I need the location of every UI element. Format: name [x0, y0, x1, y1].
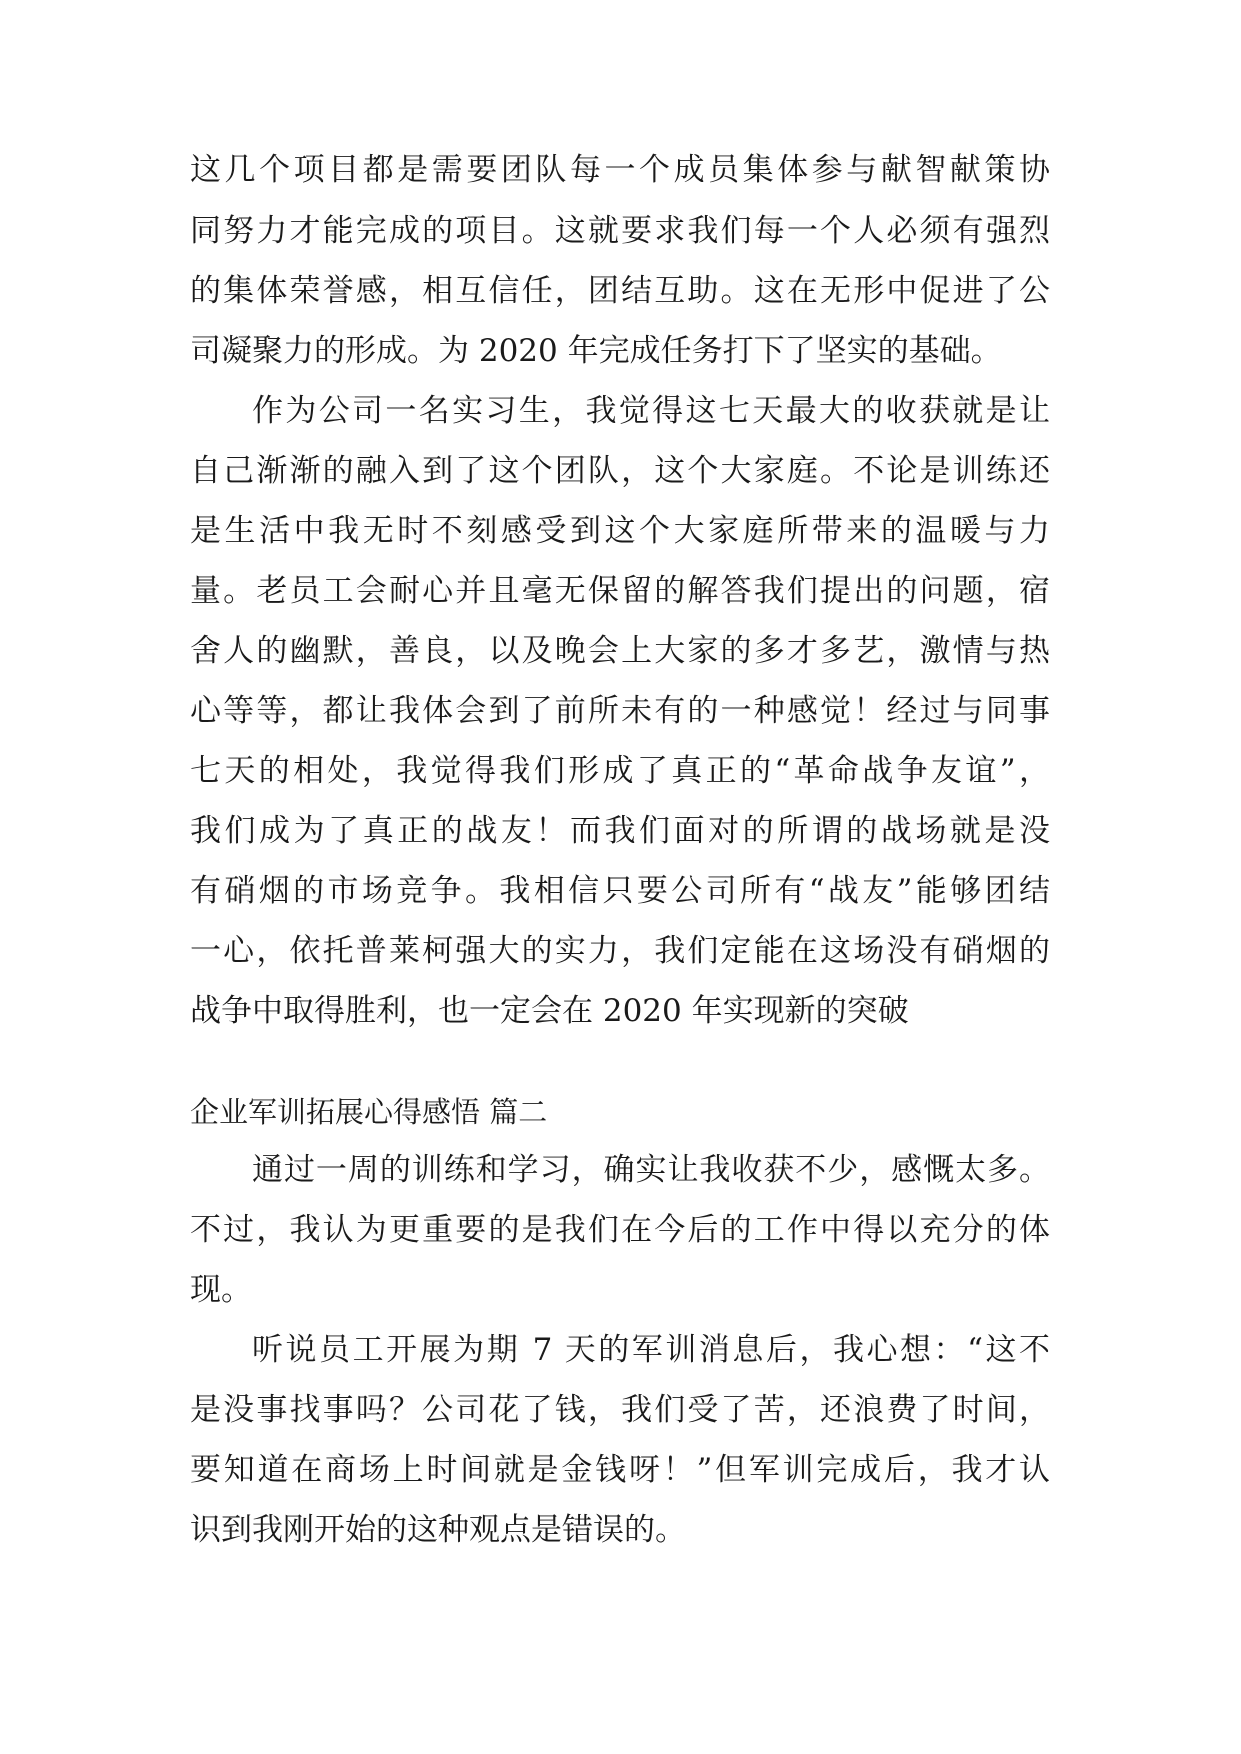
paragraph-line: 作为公司一名实习生，我觉得这七天最大的收获就是让 — [252, 393, 1050, 429]
paragraph-line: 听说员工开展为期 7 天的军训消息后，我心想：“这不 — [252, 1332, 1050, 1368]
paragraph-line: 这几个项目都是需要团队每一个成员集体参与献智献策协 — [190, 152, 1050, 188]
paragraph-line: 一心，依托普莱柯强大的实力，我们定能在这场没有硝烟的 — [190, 933, 1050, 969]
section-heading: 企业军训拓展心得感悟 篇二 — [190, 1095, 548, 1129]
paragraph-line: 战争中取得胜利，也一定会在 2020 年实现新的突破 — [190, 993, 909, 1029]
paragraph-line: 识到我刚开始的这种观点是错误的。 — [190, 1512, 686, 1548]
paragraph-line: 自己渐渐的融入到了这个团队，这个大家庭。不论是训练还 — [190, 453, 1050, 489]
paragraph-line: 现。 — [190, 1272, 252, 1308]
paragraph-line: 要知道在商场上时间就是金钱呀！”但军训完成后，我才认 — [190, 1452, 1050, 1488]
paragraph-line: 是没事找事吗？公司花了钱，我们受了苦，还浪费了时间， — [190, 1392, 1050, 1428]
paragraph-line: 同努力才能完成的项目。这就要求我们每一个人必须有强烈 — [190, 213, 1050, 249]
paragraph-line: 的集体荣誉感，相互信任，团结互助。这在无形中促进了公 — [190, 273, 1050, 309]
paragraph-line: 我们成为了真正的战友！而我们面对的所谓的战场就是没 — [190, 813, 1050, 849]
paragraph-line: 量。老员工会耐心并且毫无保留的解答我们提出的问题，宿 — [190, 573, 1050, 609]
paragraph-line: 舍人的幽默，善良，以及晚会上大家的多才多艺，激情与热 — [190, 633, 1050, 669]
paragraph-line: 不过，我认为更重要的是我们在今后的工作中得以充分的体 — [190, 1212, 1050, 1248]
paragraph-line: 有硝烟的市场竞争。我相信只要公司所有“战友”能够团结 — [190, 873, 1050, 909]
paragraph-line: 心等等，都让我体会到了前所未有的一种感觉！经过与同事 — [190, 693, 1050, 729]
paragraph-line: 通过一周的训练和学习，确实让我收获不少，感慨太多。 — [252, 1152, 1050, 1188]
paragraph-line: 司凝聚力的形成。为 2020 年完成任务打下了坚实的基础。 — [190, 333, 1002, 369]
paragraph-line: 七天的相处，我觉得我们形成了真正的“革命战争友谊”， — [190, 753, 1050, 789]
paragraph-line: 是生活中我无时不刻感受到这个大家庭所带来的温暖与力 — [190, 513, 1050, 549]
